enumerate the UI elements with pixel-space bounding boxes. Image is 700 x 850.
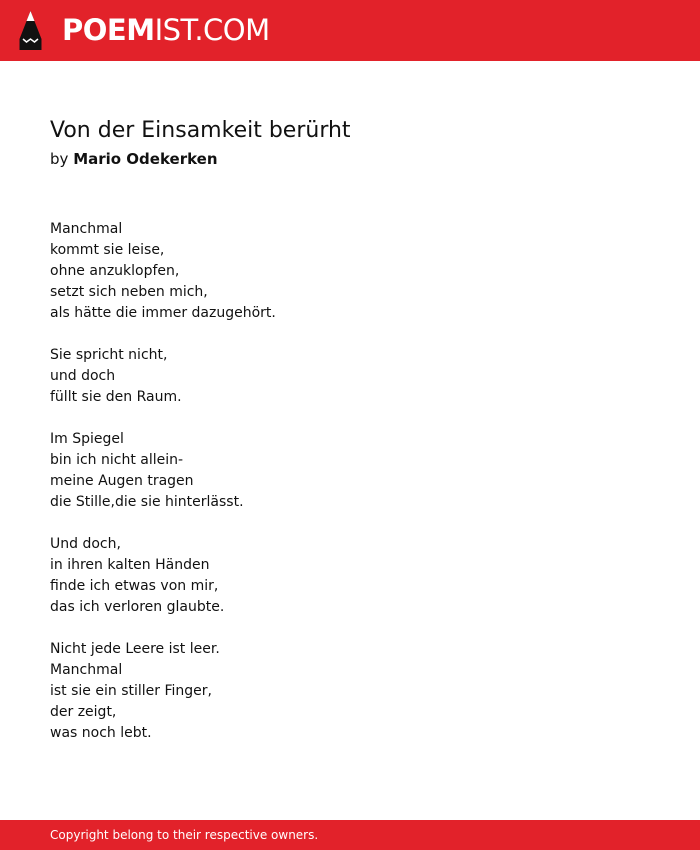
poem-line: das ich verloren glaubte. <box>50 599 225 615</box>
poem-line: ohne anzuklopfen, <box>50 263 180 279</box>
site-footer <box>0 820 700 850</box>
poem-line: in ihren kalten Händen <box>50 557 210 573</box>
poem-stanza-5 <box>50 639 650 744</box>
poem-stanza-4 <box>50 534 650 618</box>
poem-stanza-2 <box>50 345 650 408</box>
poem-author: Mario Odekerken <box>73 150 218 168</box>
by-label: by <box>50 150 69 168</box>
poem-line: finde ich etwas von mir, <box>50 578 219 594</box>
poem-title: Von der Einsamkeit berürht <box>50 118 351 143</box>
poem-line: kommt sie leise, <box>50 242 165 258</box>
poem-body <box>50 219 650 765</box>
poem-line: setzt sich neben mich, <box>50 284 208 300</box>
poem-line: meine Augen tragen <box>50 473 194 489</box>
poem-byline <box>50 148 218 170</box>
poem-line: bin ich nicht allein- <box>50 452 184 468</box>
poem-line: Im Spiegel <box>50 431 124 447</box>
poem-line: Nicht jede Leere ist leer. <box>50 641 220 657</box>
brand-light-text: IST.COM <box>154 13 270 47</box>
poem-line: Manchmal <box>50 662 123 678</box>
brand-strong-text: POEM <box>62 13 155 47</box>
poem-line: als hätte die immer dazugehört. <box>50 305 276 321</box>
site-logo-link[interactable] <box>62 13 270 47</box>
pencil-tip-icon <box>18 10 43 51</box>
poem-line: und doch <box>50 368 116 384</box>
poem-line: ist sie ein stiller Finger, <box>50 683 212 699</box>
poem-line: die Stille,die sie hinterlässt. <box>50 494 244 510</box>
poem-stanza-3 <box>50 429 650 513</box>
site-header <box>0 0 700 61</box>
poem-line: Sie spricht nicht, <box>50 347 168 363</box>
poem-line: füllt sie den Raum. <box>50 389 182 405</box>
poem-line: Und doch, <box>50 536 121 552</box>
poem-stanza-1 <box>50 219 650 324</box>
poem-line: was noch lebt. <box>50 725 152 741</box>
copyright-notice: Copyright belong to their respective owners. <box>50 828 319 842</box>
poem-line: der zeigt, <box>50 704 117 720</box>
poem-line: Manchmal <box>50 221 123 237</box>
